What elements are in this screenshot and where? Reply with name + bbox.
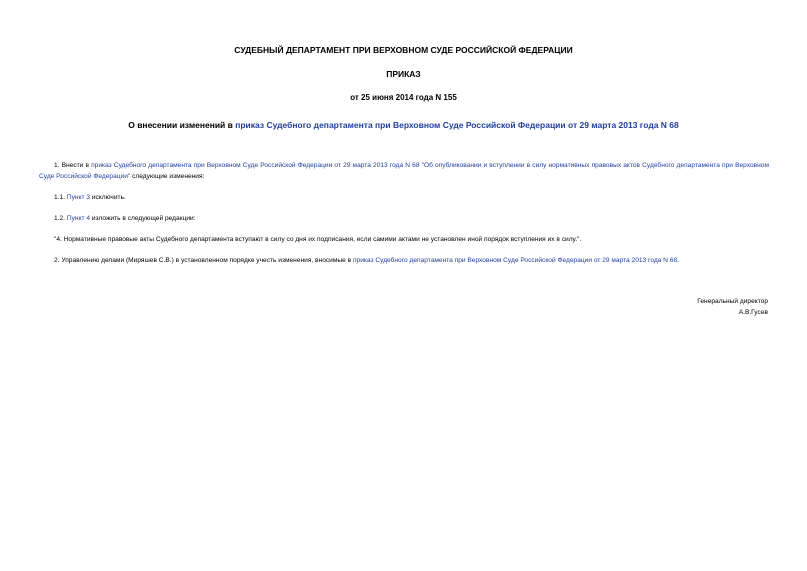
paragraph-2 xyxy=(54,255,769,266)
paragraph-1 xyxy=(39,160,769,182)
paragraph-1-1-suffix: исключить. xyxy=(90,194,126,201)
organization-heading: СУДЕБНЫЙ ДЕПАРТАМЕНТ ПРИ ВЕРХОВНОМ СУДЕ РОССИЙСКОЙ ФЕДЕРАЦИИ xyxy=(234,45,573,55)
document-title xyxy=(0,120,807,130)
document-date-number: от 25 июня 2014 года N 155 xyxy=(350,93,457,102)
paragraph-1-link[interactable]: приказ Судебного департамента при Верховном Суде Российской Федерации от 29 марта 2013 года N 68 "Об опубликовании и вступлении в силу нормативных правовых актов Судебного департамента при Верховном Суде Российской Федерации" xyxy=(39,162,769,180)
paragraph-1-2-suffix: изложить в следующей редакции: xyxy=(90,215,196,222)
paragraph-1-2-prefix: 1.2. xyxy=(54,215,67,222)
signature-position: Генеральный директор xyxy=(697,298,768,305)
paragraph-1-1 xyxy=(54,192,754,203)
signature-block xyxy=(697,296,768,318)
paragraph-1-1-prefix: 1.1. xyxy=(54,194,67,201)
paragraph-2-link[interactable]: приказ Судебного департамента при Верховном Суде Российской Федерации от 29 марта 2013 года N 68 xyxy=(352,257,678,264)
paragraph-quote: "4. Нормативные правовые акты Судебного департамента вступают в силу со дня их подписания, если самими актами не установлен иной порядок вступления их в силу.". xyxy=(54,236,582,243)
paragraph-2-prefix: 2. Управлению делами (Миряшев С.В.) в установленном порядке учесть изменения, вносимые в xyxy=(54,257,353,264)
document-title-prefix: О внесении изменений в xyxy=(128,120,236,130)
paragraph-1-prefix: 1. Внести в xyxy=(54,162,92,169)
paragraph-1-1-link[interactable]: Пункт 3 xyxy=(66,194,90,201)
signature-name: А.В.Гусев xyxy=(738,309,768,316)
document-title-link[interactable]: приказ Судебного департамента при Верховном Суде Российской Федерации от 29 марта 2013 года N 68 xyxy=(235,120,679,130)
paragraph-1-2-link[interactable]: Пункт 4 xyxy=(66,215,90,222)
paragraph-1-suffix: следующие изменения: xyxy=(130,173,205,180)
paragraph-2-suffix: . xyxy=(677,257,679,264)
paragraph-1-2 xyxy=(54,213,754,224)
document-type-heading: ПРИКАЗ xyxy=(386,69,421,79)
